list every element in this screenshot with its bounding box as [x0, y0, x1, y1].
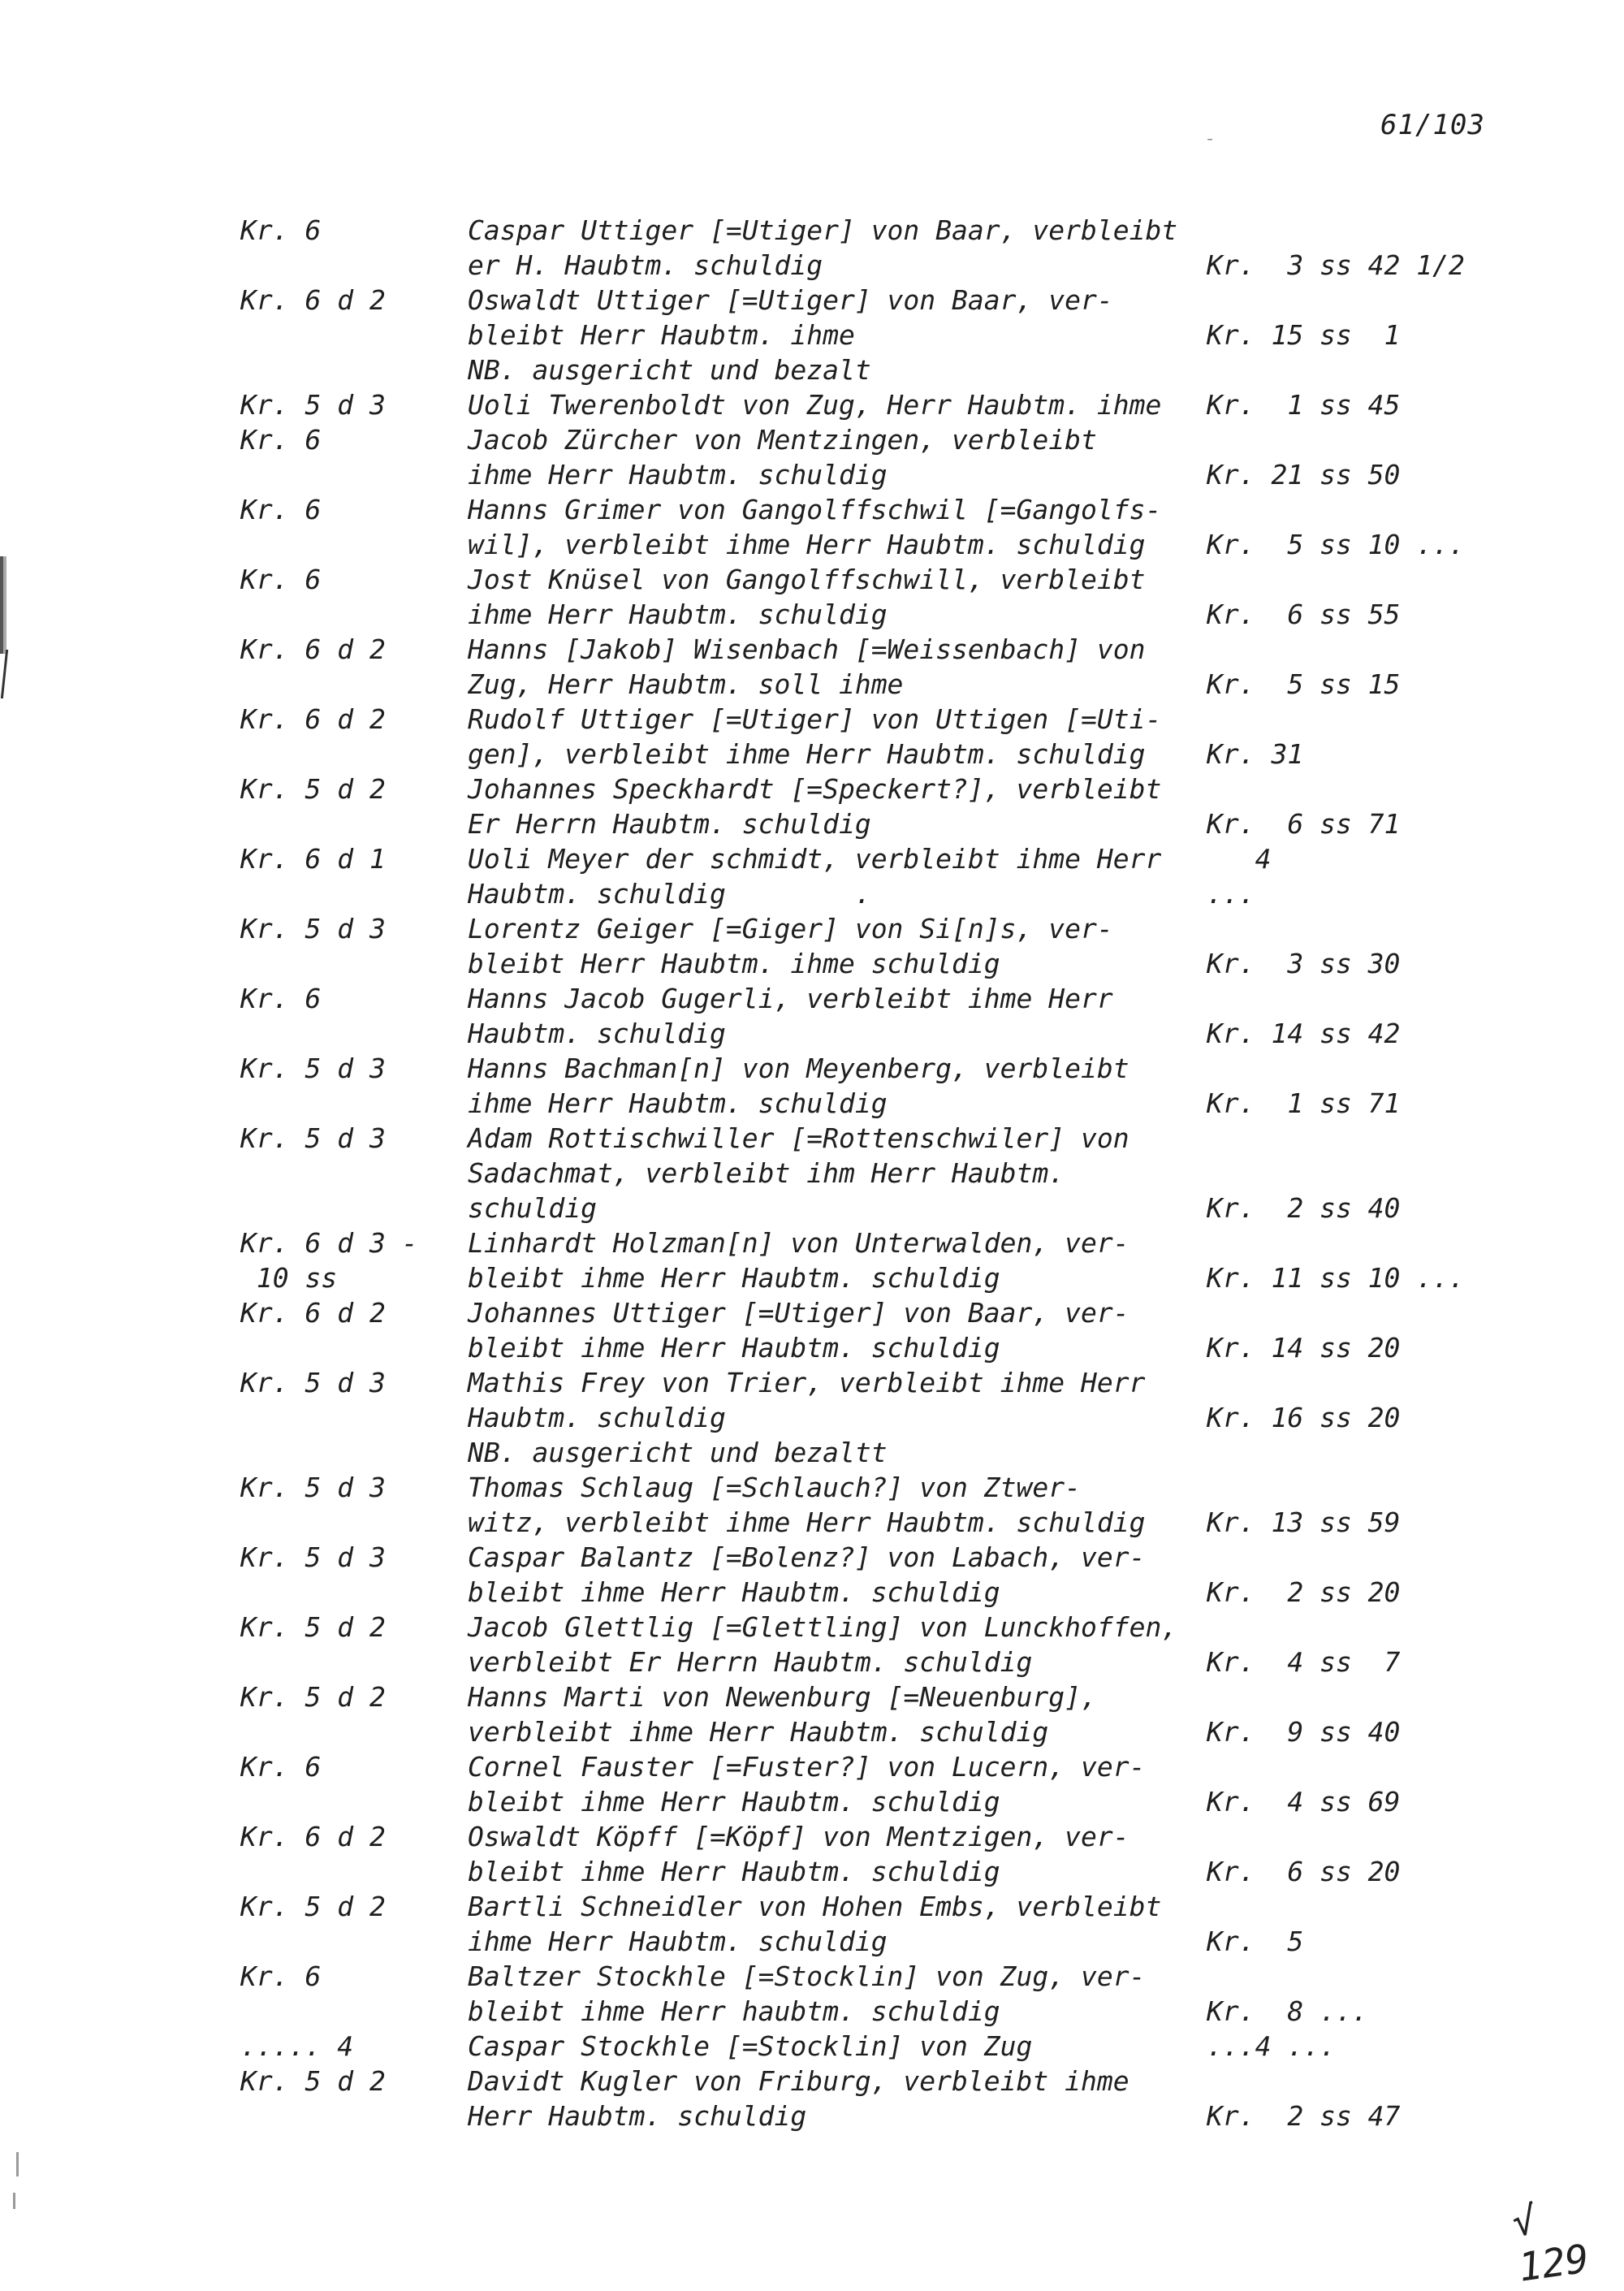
entry-text: Bartli Schneidler von Hohen Embs, verbleibt — [468, 1891, 1162, 1922]
amount-right: 4 — [1207, 843, 1272, 875]
entry-text: NB. ausgericht und bezalt — [468, 354, 871, 386]
ledger-line — [0, 1854, 1624, 1889]
entry-text: Haubtm. schuldig — [468, 1402, 726, 1433]
ledger-line — [0, 632, 1624, 667]
amount-right: Kr. 5 ss 10 ... — [1207, 529, 1465, 560]
amount-right: Kr. 3 ss 42 1/2 — [1207, 249, 1465, 281]
ledger-table — [0, 213, 1624, 2133]
ledger-line — [0, 597, 1624, 632]
entry-text: Jost Knüsel von Gangolffschwill, verbleibt — [468, 564, 1146, 595]
ledger-line — [0, 1086, 1624, 1121]
ledger-line — [0, 806, 1624, 841]
entry-text: Zug, Herr Haubtm. soll ihme — [468, 668, 904, 700]
entry-text: Er Herrn Haubtm. schuldig — [468, 808, 871, 840]
entry-text: Johannes Speckhardt [=Speckert?], verbleibt — [468, 773, 1162, 805]
ledger-line — [0, 841, 1624, 876]
entry-text: Hanns Bachman[n] von Meyenberg, verbleibt — [468, 1053, 1129, 1084]
ledger-line — [0, 1505, 1624, 1540]
ledger-line — [0, 387, 1624, 422]
ledger-line — [0, 1260, 1624, 1295]
entry-text: ihme Herr Haubtm. schuldig — [468, 599, 888, 630]
ledger-line — [0, 667, 1624, 702]
entry-text: bleibt ihme Herr Haubtm. schuldig — [468, 1332, 1000, 1364]
entry-text: Adam Rottischwiller [=Rottenschwiler] von — [468, 1122, 1129, 1154]
entry-text: bleibt ihme Herr Haubtm. schuldig — [468, 1262, 1000, 1294]
entry-text: Mathis Frey von Trier, verbleibt ihme Herr — [468, 1367, 1146, 1398]
entry-text: ihme Herr Haubtm. schuldig — [468, 1087, 888, 1119]
ledger-line — [0, 1191, 1624, 1225]
amount-left: Kr. 6 d 1 — [240, 843, 386, 875]
amount-left: Kr. 5 d 2 — [240, 1611, 386, 1643]
entry-text: er H. Haubtm. schuldig — [468, 249, 823, 281]
amount-left: Kr. 6 — [240, 1960, 322, 1992]
ledger-line — [0, 422, 1624, 457]
ledger-line — [0, 737, 1624, 772]
ledger-line — [0, 2064, 1624, 2099]
amount-right: ...4 ... — [1207, 2030, 1336, 2062]
ledger-line — [0, 911, 1624, 946]
entry-text: witz, verbleibt ihme Herr Haubtm. schuldig — [468, 1506, 1146, 1538]
amount-left: Kr. 6 d 2 — [240, 284, 386, 316]
entry-text: schuldig — [468, 1192, 597, 1224]
entry-text: bleibt ihme Herr haubtm. schuldig — [468, 1995, 1000, 2027]
scan-speck — [13, 2193, 15, 2209]
amount-left: Kr. 6 — [240, 494, 322, 525]
entry-text: NB. ausgericht und bezaltt — [468, 1437, 888, 1468]
entry-text: Linhardt Holzman[n] von Unterwalden, ver- — [468, 1227, 1129, 1259]
entry-text: Cornel Fauster [=Fuster?] von Lucern, ver- — [468, 1751, 1146, 1783]
amount-left: Kr. 5 d 2 — [240, 1891, 386, 1922]
ledger-line — [0, 213, 1624, 248]
entry-text: Thomas Schlaug [=Schlauch?] von Ztwer- — [468, 1472, 1081, 1503]
entry-text: bleibt ihme Herr Haubtm. schuldig — [468, 1856, 1000, 1887]
amount-right: Kr. 1 ss 71 — [1207, 1087, 1401, 1119]
entry-text: Sadachmat, verbleibt ihm Herr Haubtm. — [468, 1157, 1065, 1189]
amount-right: Kr. 8 ... — [1207, 1995, 1368, 2027]
entry-text: Baltzer Stockhle [=Stocklin] von Zug, ver- — [468, 1960, 1146, 1992]
entry-text: bleibt ihme Herr Haubtm. schuldig — [468, 1576, 1000, 1608]
amount-left: Kr. 6 d 3 - — [240, 1227, 418, 1259]
entry-text: Herr Haubtm. schuldig — [468, 2100, 807, 2132]
amount-left: Kr. 5 d 2 — [240, 1681, 386, 1713]
amount-right: ... — [1207, 878, 1255, 910]
amount-left: Kr. 5 d 3 — [240, 1472, 386, 1503]
ledger-line — [0, 1749, 1624, 1784]
ledger-line — [0, 1365, 1624, 1400]
ledger-line — [0, 1121, 1624, 1156]
amount-left: Kr. 5 d 3 — [240, 913, 386, 944]
amount-left: Kr. 6 d 2 — [240, 703, 386, 735]
amount-left: Kr. 5 d 2 — [240, 773, 386, 805]
scan-speck — [16, 2152, 19, 2176]
entry-text: Rudolf Uttiger [=Utiger] von Uttigen [=Uti- — [468, 703, 1162, 735]
amount-right: Kr. 1 ss 45 — [1207, 389, 1401, 421]
amount-left: Kr. 5 d 3 — [240, 389, 386, 421]
amount-left: ..... 4 — [240, 2030, 354, 2062]
amount-left: Kr. 5 d 3 — [240, 1053, 386, 1084]
amount-left: Kr. 6 d 2 — [240, 1821, 386, 1852]
ledger-line — [0, 527, 1624, 562]
amount-right: Kr. 5 — [1207, 1926, 1304, 1957]
ledger-line — [0, 1156, 1624, 1191]
amount-left: 10 ss — [240, 1262, 338, 1294]
entry-text: Hanns Jacob Gugerli, verbleibt ihme Herr — [468, 983, 1113, 1014]
entry-text: verbleibt ihme Herr Haubtm. schuldig — [468, 1716, 1049, 1748]
entry-text: Caspar Balantz [=Bolenz?] von Labach, ver- — [468, 1541, 1146, 1573]
amount-left: Kr. 5 d 2 — [240, 2065, 386, 2097]
ledger-line — [0, 1540, 1624, 1575]
amount-right: Kr. 6 ss 20 — [1207, 1856, 1401, 1887]
entry-text: verbleibt Er Herrn Haubtm. schuldig — [468, 1646, 1033, 1678]
amount-right: Kr. 9 ss 40 — [1207, 1716, 1401, 1748]
entry-text: Jacob Glettlig [=Glettling] von Lunckhoffen, — [468, 1611, 1178, 1643]
page-number: 61/103 — [1380, 109, 1485, 141]
ledger-line — [0, 562, 1624, 597]
entry-text: Hanns [Jakob] Wisenbach [=Weissenbach] von — [468, 633, 1146, 665]
entry-text: Oswaldt Köpff [=Köpf] von Mentzigen, ver- — [468, 1821, 1129, 1852]
entry-text: Haubtm. schuldig — [468, 1018, 726, 1049]
ledger-line — [0, 946, 1624, 981]
ledger-line — [0, 283, 1624, 318]
entry-text: Lorentz Geiger [=Giger] von Si[n]s, ver- — [468, 913, 1113, 944]
amount-right: Kr. 14 ss 20 — [1207, 1332, 1401, 1364]
amount-left: Kr. 5 d 3 — [240, 1367, 386, 1398]
entry-text: wil], verbleibt ihme Herr Haubtm. schuldig — [468, 529, 1146, 560]
ledger-line — [0, 352, 1624, 387]
amount-right: Kr. 4 ss 69 — [1207, 1786, 1401, 1818]
ledger-line — [0, 1994, 1624, 2029]
ledger-line — [0, 492, 1624, 527]
ledger-line — [0, 1051, 1624, 1086]
amount-right: Kr. 13 ss 59 — [1207, 1506, 1401, 1538]
ledger-line — [0, 1714, 1624, 1749]
amount-right: Kr. 11 ss 10 ... — [1207, 1262, 1465, 1294]
amount-right: Kr. 15 ss 1 — [1207, 319, 1401, 351]
amount-right: Kr. 14 ss 42 — [1207, 1018, 1401, 1049]
ledger-line — [0, 1679, 1624, 1714]
entry-text: Hanns Marti von Newenburg [=Neuenburg], — [468, 1681, 1097, 1713]
entry-text: Caspar Uttiger [=Utiger] von Baar, verbleibt — [468, 214, 1178, 246]
entry-text: bleibt Herr Haubtm. ihme schuldig — [468, 948, 1000, 979]
amount-left: Kr. 6 — [240, 983, 322, 1014]
ledger-line — [0, 248, 1624, 283]
amount-left: Kr. 6 d 2 — [240, 633, 386, 665]
entry-text: Davidt Kugler von Friburg, verbleibt ihme — [468, 2065, 1129, 2097]
ledger-line — [0, 318, 1624, 352]
amount-left: Kr. 6 — [240, 214, 322, 246]
ledger-line — [0, 1295, 1624, 1330]
ledger-line — [0, 702, 1624, 737]
ledger-line — [0, 1889, 1624, 1924]
amount-right: Kr. 3 ss 30 — [1207, 948, 1401, 979]
ledger-line — [0, 981, 1624, 1016]
amount-right: Kr. 31 — [1207, 738, 1304, 770]
entry-text: Oswaldt Uttiger [=Utiger] von Baar, ver- — [468, 284, 1113, 316]
entry-text: Jacob Zürcher von Mentzingen, verbleibt — [468, 424, 1097, 456]
ledger-line — [0, 1959, 1624, 1994]
amount-right: Kr. 2 ss 47 — [1207, 2100, 1401, 2132]
amount-left: Kr. 5 d 3 — [240, 1541, 386, 1573]
ledger-line — [0, 1016, 1624, 1051]
ledger-line — [0, 772, 1624, 806]
amount-right: Kr. 4 ss 7 — [1207, 1646, 1401, 1678]
amount-right: Kr. 2 ss 20 — [1207, 1576, 1401, 1608]
amount-left: Kr. 5 d 3 — [240, 1122, 386, 1154]
entry-text: Johannes Uttiger [=Utiger] von Baar, ver- — [468, 1297, 1129, 1329]
amount-right: Kr. 16 ss 20 — [1207, 1402, 1401, 1433]
ledger-line — [0, 1645, 1624, 1679]
ledger-line — [0, 1784, 1624, 1819]
amount-right: Kr. 21 ss 50 — [1207, 459, 1401, 491]
entry-text: Haubtm. schuldig . — [468, 878, 871, 910]
entry-text: ihme Herr Haubtm. schuldig — [468, 459, 888, 491]
ledger-line — [0, 1575, 1624, 1610]
entry-text: Uoli Twerenboldt von Zug, Herr Haubtm. ihme — [468, 389, 1162, 421]
entry-text: Caspar Stockhle [=Stocklin] von Zug — [468, 2030, 1033, 2062]
amount-left: Kr. 6 d 2 — [240, 1297, 386, 1329]
ledger-line — [0, 1435, 1624, 1470]
ledger-line — [0, 1225, 1624, 1260]
footer-mark: √ 129 — [1509, 2197, 1592, 2291]
entry-text: ihme Herr Haubtm. schuldig — [468, 1926, 888, 1957]
entry-text: Uoli Meyer der schmidt, verbleibt ihme Herr — [468, 843, 1162, 875]
ledger-line — [0, 876, 1624, 911]
amount-right: Kr. 2 ss 40 — [1207, 1192, 1401, 1224]
ledger-line — [0, 1330, 1624, 1365]
amount-left: Kr. 6 — [240, 564, 322, 595]
ledger-line — [0, 1819, 1624, 1854]
ledger-line — [0, 1470, 1624, 1505]
ledger-line — [0, 457, 1624, 492]
amount-right: Kr. 6 ss 55 — [1207, 599, 1401, 630]
ledger-line — [0, 2029, 1624, 2064]
ledger-line — [0, 1400, 1624, 1435]
entry-text: bleibt ihme Herr Haubtm. schuldig — [468, 1786, 1000, 1818]
entry-text: gen], verbleibt ihme Herr Haubtm. schuldig — [468, 738, 1146, 770]
ledger-line — [0, 1610, 1624, 1645]
amount-right: Kr. 6 ss 71 — [1207, 808, 1401, 840]
amount-left: Kr. 6 — [240, 1751, 322, 1783]
entry-text: Hanns Grimer von Gangolffschwil [=Gangolfs- — [468, 494, 1162, 525]
entry-text: bleibt Herr Haubtm. ihme — [468, 319, 855, 351]
ledger-line — [0, 2099, 1624, 2133]
ledger-line — [0, 1924, 1624, 1959]
amount-right: Kr. 5 ss 15 — [1207, 668, 1401, 700]
amount-left: Kr. 6 — [240, 424, 322, 456]
